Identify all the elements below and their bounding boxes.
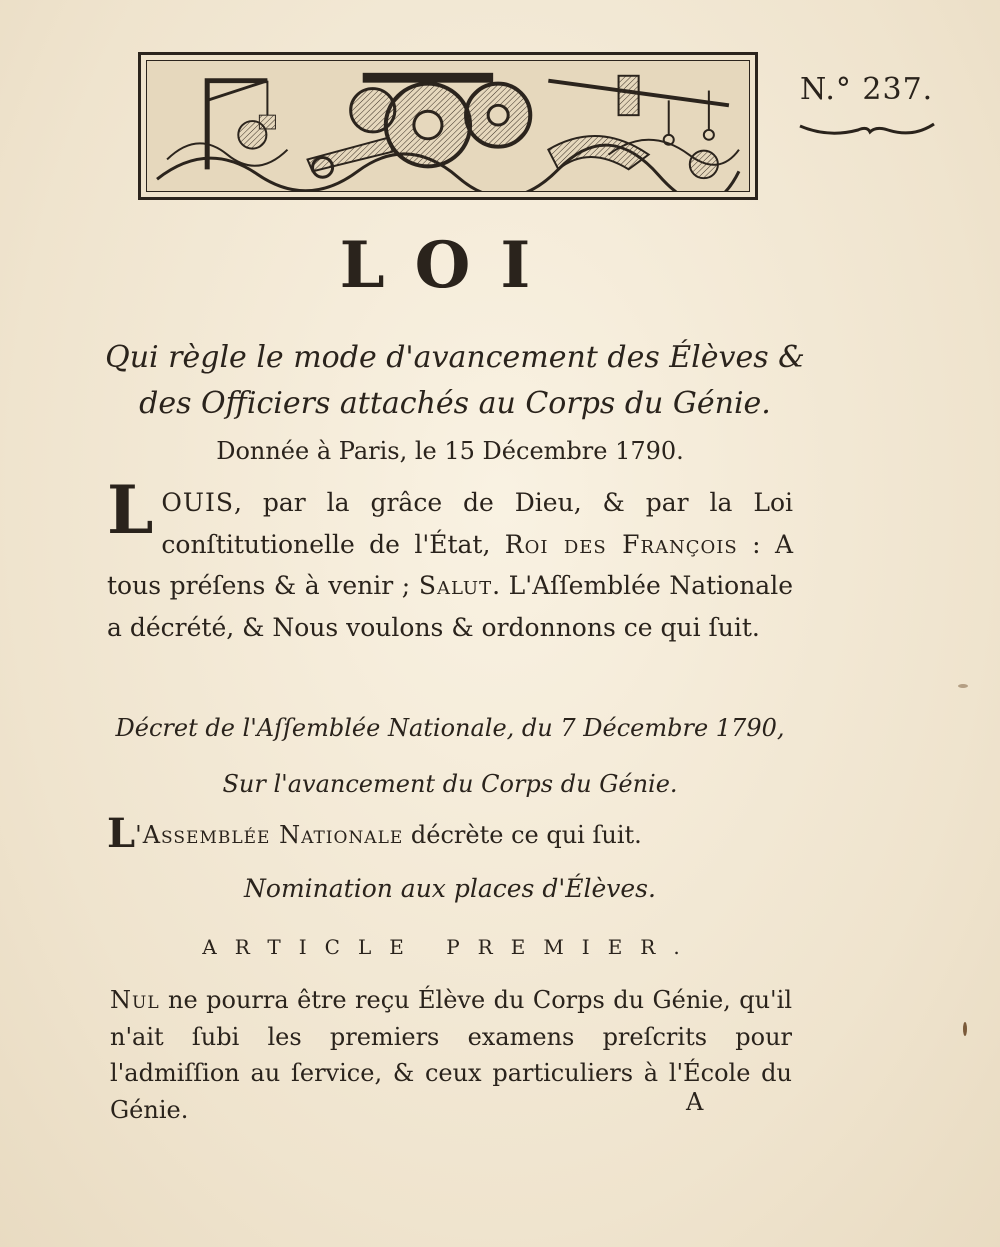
preamble-paragraph <box>107 471 794 648</box>
preamble-text-3: . L'Aſſemblée Nationale a décrété, & Nous voulons & ordonnons ce qui ſuit. <box>107 571 794 642</box>
assembly-decree-line <box>107 812 807 857</box>
preamble-text-1: , par la grâce de Dieu, & par la Loi conſtitutionelle de l'État, <box>161 488 793 559</box>
assembly-smallcaps: 'Assemblée Nationale <box>135 821 404 849</box>
decree-heading: Décret de l'Aſſemblée Nationale, du 7 Décembre 1790, <box>115 714 785 742</box>
preamble-text-2: : A tous préſens & à venir ; <box>107 529 794 600</box>
catchword: A <box>686 1088 704 1116</box>
preamble-roi: Roi des François <box>504 529 738 559</box>
assembly-cap: L <box>107 810 136 857</box>
article-heading: ARTICLE PREMIER. <box>202 935 698 959</box>
article-lead-word: Nul <box>110 986 160 1014</box>
document-number: N.° 237. <box>800 72 934 107</box>
article-body: ne pourra être reçu Élève du Corps du Génie, qu'il n'ait ſubi les premiers examens preſcrits pour l'admiſſion au ſervice, & ceux particuliers à l'École du Génie. <box>110 986 792 1124</box>
paper-blemish <box>963 1022 967 1036</box>
preamble-first-word: OUIS <box>161 488 234 517</box>
preamble-salut: Salut <box>418 571 493 600</box>
section-heading: Nomination aux places d'Élèves. <box>244 874 656 903</box>
paper-blemish <box>958 684 968 688</box>
drop-cap: L <box>107 471 154 549</box>
issue-date: Donnée à Paris, le 15 Décembre 1790. <box>216 437 684 465</box>
flourish-ornament <box>798 118 936 140</box>
page-title: LOI <box>339 228 561 303</box>
assembly-text: décrète ce qui ſuit. <box>403 821 642 849</box>
decree-subheading: Sur l'avancement du Corps du Génie. <box>222 770 678 798</box>
page-subtitle: Qui règle le mode d'avancement des Élèves & des Officiers attachés au Corps du Génie. <box>105 340 805 421</box>
machinery-engraving-illustration <box>147 61 749 191</box>
engraved-header-ornament <box>138 52 758 200</box>
